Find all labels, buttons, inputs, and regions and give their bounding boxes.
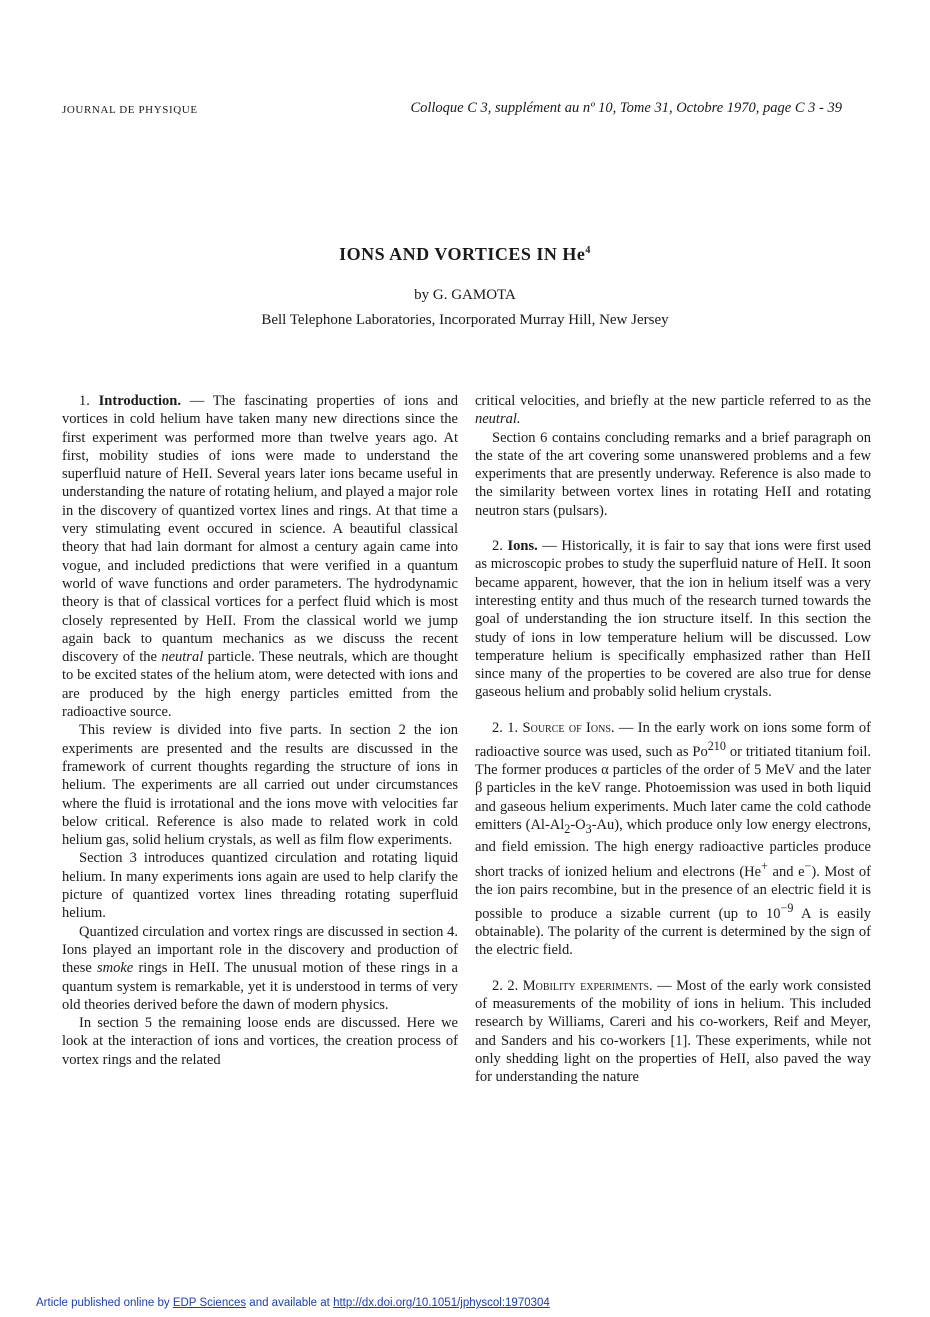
subsection-heading: Source of Ions. [522, 719, 615, 736]
paragraph-text: A is easily obtainable). The polarity of the current is determined by the sign of the electric field. [475, 905, 871, 959]
left-column [62, 392, 458, 1069]
superscript: −9 [780, 900, 794, 915]
paper-title-superscript: 4 [585, 245, 591, 256]
colloque-reference: Colloque C 3, supplément au nº 10, Tome 31, Octobre 1970, page C 3 - 39 [410, 100, 842, 116]
paragraph-text: -O [570, 817, 586, 834]
paragraph-text: ). Most of the ion pairs recombine, but in the presence of an electric field it is possible to produce a sizable current (up to 10 [475, 863, 871, 922]
section-heading: Ions. [507, 538, 538, 555]
paragraph-text: or tritiated titanium foil. The former produces α particles of the order of 5 MeV and the later β particles in the keV range. Photoemission was used in both liquid and gaseous helium experiments. Much later came the cold cathode emitters (Al-Al [475, 743, 872, 834]
paragraph-text: — Historically, it is fair to say that ions were first used as microscopic probes to study the superfluid nature of HeII. It soon became apparent, however, that the ion in helium itself was a very interesting entity and thus much of the research turned towards the goal of understanding the ion structure itself. In this section the study of ions in low temperature helium will be discussed. Low temperature helium is specifically emphasized rather than HeII since many of the properties to be covered are also true for dense gaseous helium and probably solid helium crystals. [475, 538, 872, 701]
paragraph-text: -Au), which produce only low energy electrons, and field emission. The high energy radioactive particles produce short tracks of ionized helium and electrons (He [475, 817, 871, 880]
journal-name: JOURNAL DE PHYSIQUE [62, 104, 198, 116]
continued-paragraph [475, 392, 871, 429]
paragraph-text: critical velocities, and briefly at the new particle referred to as the [475, 393, 871, 409]
subsection-number: 2. 1. [492, 719, 519, 736]
section-number: 2. [492, 538, 503, 555]
subsection-number: 2. 2. [492, 977, 519, 994]
publication-footer [36, 1297, 550, 1309]
footer-prefix: Article published online by [36, 1297, 173, 1309]
section-heading: Introduction. [98, 393, 181, 409]
doi-link[interactable]: http://dx.doi.org/10.1051/jphyscol:1970304 [333, 1297, 550, 1309]
introduction-paragraph [62, 392, 458, 721]
subsection-heading: Mobility experiments. [522, 977, 653, 994]
paper-title [0, 244, 930, 265]
paragraph-text: rings in HeII. The unusual motion of these rings in a quantum system is remarkable, yet it is understood in terms of very old theories derived before the dawn of modern physics. [62, 960, 458, 1013]
italic-term: smoke [97, 960, 134, 977]
mobility-experiments-paragraph [475, 977, 871, 1087]
superscript: − [804, 858, 812, 873]
source-of-ions-paragraph [475, 719, 871, 960]
affiliation-line: Bell Telephone Laboratories, Incorporated Murray Hill, New Jersey [261, 312, 669, 328]
author-line: by G. GAMOTA [414, 287, 516, 303]
right-column [475, 392, 871, 1086]
paragraph-text: — In the early work on ions some form of radioactive source was used, such as Po [475, 719, 872, 760]
body-paragraph [62, 923, 458, 1014]
subscript: 3 [585, 821, 592, 836]
section-number: 1. [79, 393, 90, 409]
italic-term: neutral. [475, 411, 521, 428]
publisher-link[interactable]: EDP Sciences [172, 1297, 247, 1309]
superscript: 210 [707, 739, 726, 754]
paragraph-text: particle. These neutrals, which are thought to be excited states of the helium atom, were detected with ions and are produced by the high energy particles emitted from the radioactive source. [62, 649, 458, 721]
paper-title-main: IONS AND VORTICES IN He [339, 244, 586, 264]
body-paragraph: This review is divided into five parts. In section 2 the ion experiments are presented and the results are discussed in the framework of current thoughts regarding the structure of ions in helium. The experiments are all carried out under circumstances where the fluid is irrotational and the ions move with velocities far below critical. Reference is also made to related work in cold helium gas, solid helium crystals, as well as film flow experiments. [62, 722, 458, 849]
paragraph-text: — Most of the early work consisted of measurements of the mobility of ions in helium. This included research by Williams, Careri and his co-workers, Reif and Meyer, and Sanders and his co-workers [1]. These experiments, while not only shedding light on the properties of HeII, also paved the way for understanding the nature [475, 977, 871, 1086]
superscript: + [761, 858, 768, 873]
paragraph-text: — The fascinating properties of ions and vortices in cold helium have taken many new directions since the first experiment was performed more than twelve years ago. At first, mobility studies of ions were made to understand the superfluid nature of HeII. Several years later ions became useful in understanding the nature of rotating helium, and played a major role in the discovery of quantized vortex lines and rings. At that time a very stimulating event occured in science. A beautiful classical theory that had lain dormant for almost a century again came into vogue, and included predictions that were verified in a quantum world of wave functions and order parameters. The hydrodynamic theory is that of classical vortices for a perfect fluid which is most closely represented by HeII. From the classical world we jump again back to quantum mechanics as we discuss the recent discovery of the [62, 393, 458, 666]
subscript: 2 [564, 821, 571, 836]
body-paragraph: Section 3 introduces quantized circulation and rotating liquid helium. In many experiments ions again are used to help clarify the picture of quantized vortex lines threading rotating superfluid helium. [62, 850, 458, 922]
body-paragraph: In section 5 the remaining loose ends are discussed. Here we look at the interaction of ions and vortices, the creation process of vortex rings and the related [62, 1015, 458, 1068]
italic-term: neutral [161, 649, 204, 666]
ions-paragraph [475, 537, 871, 702]
paragraph-text: Quantized circulation and vortex rings are discussed in section 4. Ions played an important role in the discovery and production of these [62, 923, 458, 977]
body-paragraph: Section 6 contains concluding remarks and a brief paragraph on the state of the art covering some unanswered problems and a few experiments that are presently underway. Reference is also made to the similarity between vortex lines in rotating HeII and rotating neutron stars (pulsars). [475, 429, 871, 519]
paragraph-text: and e [767, 863, 805, 880]
footer-middle: and available at [246, 1297, 334, 1309]
